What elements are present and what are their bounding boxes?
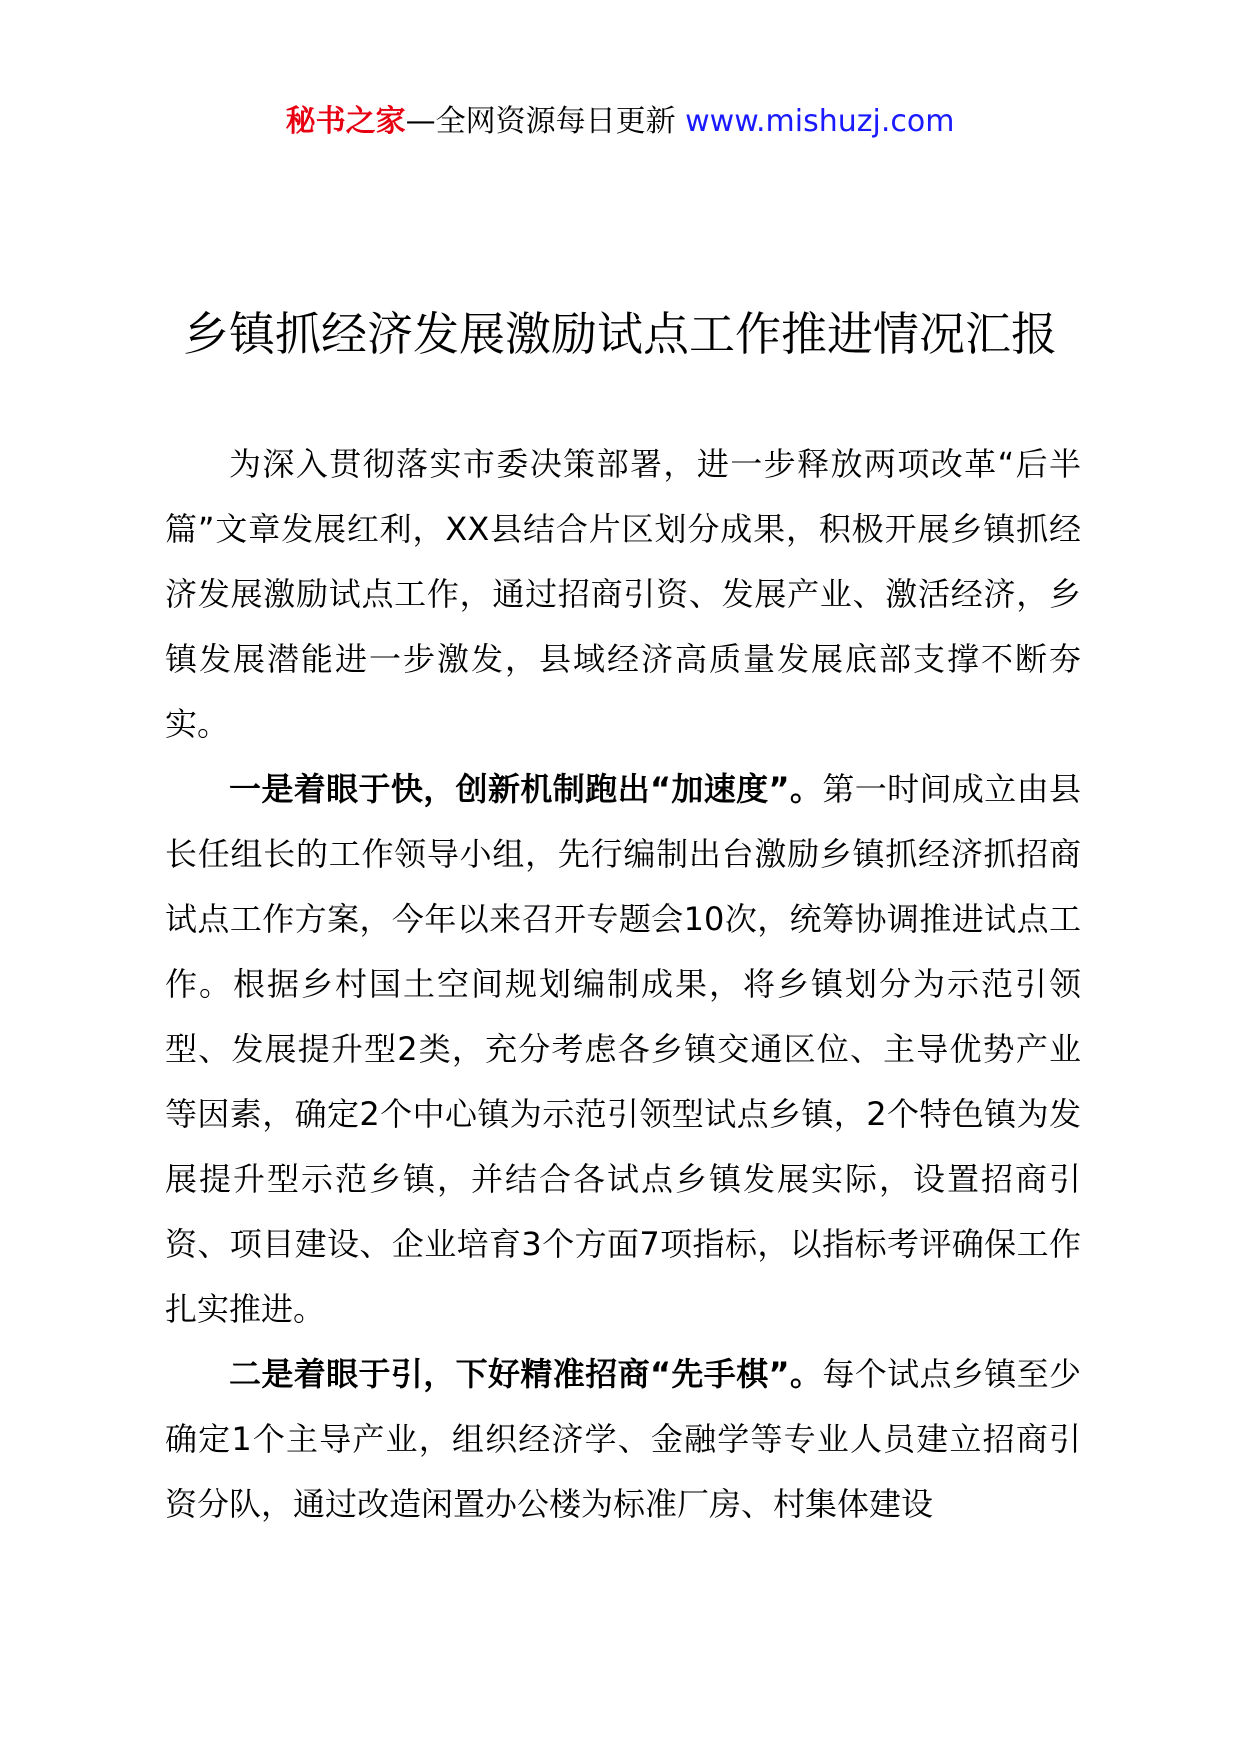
paragraph-text: 第一时间成立由县长任组长的工作领导小组，先行编制出台激励乡镇抓经济抓招商试点工作方案，今年以来召开专题会10次，统筹协调推进试点工作。根据乡村国土空间规划编制成果，将乡镇划分为示范引领型、发展提升型2类，充分考虑各乡镇交通区位、主导优势产业等因素，确定2个中心镇为示范引领型试点乡镇，2个特色镇为发展提升型示范乡镇，并结合各试点乡镇发展实际，设置招商引资、项目建设、企业培育3个方面7项指标，以指标考评确保工作扎实推进。 <box>165 770 1081 1328</box>
paragraph-text: 每个试点乡镇至少确定1个主导产业，组织经济学、金融学等专业人员建立招商引资分队，通过改造闲置办公楼为标准厂房、村集体建设 <box>165 1355 1081 1523</box>
document-body <box>165 432 1081 1537</box>
header-brand: 秘书之家 <box>285 104 406 139</box>
header-slogan: —全网资源每日更新 <box>405 104 686 139</box>
paragraph-point-one <box>165 757 1081 1342</box>
paragraph-intro <box>165 432 1081 757</box>
document-title: 乡镇抓经济发展激励试点工作推进情况汇报 <box>183 307 1057 361</box>
site-header <box>0 100 1240 144</box>
paragraph-lead: 一是着眼于快，创新机制跑出“加速度”。 <box>229 770 823 808</box>
header-url-link[interactable]: www.mishuzj.com <box>685 104 955 139</box>
paragraph-point-two <box>165 1342 1081 1537</box>
paragraph-text: 为深入贯彻落实市委决策部署，进一步释放两项改革“后半篇”文章发展红利，XX县结合片区划分成果，积极开展乡镇抓经济发展激励试点工作，通过招商引资、发展产业、激活经济，乡镇发展潜能进一步激发，县域经济高质量发展底部支撑不断夯实。 <box>165 445 1081 743</box>
paragraph-lead: 二是着眼于引，下好精准招商“先手棋”。 <box>229 1355 823 1393</box>
